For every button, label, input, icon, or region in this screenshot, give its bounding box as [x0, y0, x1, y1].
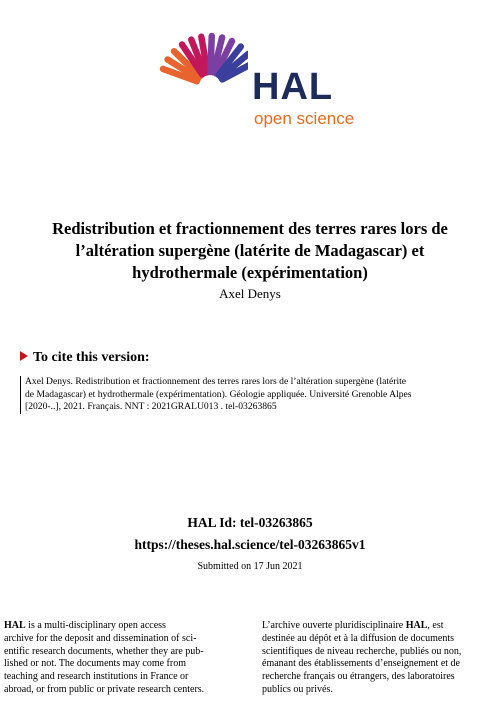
description-line: teaching and research institutions in France or [4, 671, 189, 683]
hal-logo-subtitle: open science [254, 109, 355, 128]
description-line: lished or not. The documents may come from [4, 658, 186, 670]
description-line: destinée au dépôt et à la diffusion de documents [262, 632, 454, 644]
description-line: archive for the deposit and dissemination of sci- [4, 632, 197, 644]
triangle-right-icon [20, 351, 28, 361]
title-line: hydrothermale (expérimentation) [132, 263, 368, 282]
description-line: publics ou privés. [262, 683, 333, 695]
description-line: entific research documents, whether they are pub- [4, 645, 204, 657]
hal-logo-wordmark: HAL [252, 66, 334, 108]
title-line: l’altération supergène (latérite de Madagascar) et [75, 241, 425, 260]
description-line: recherche français ou étrangers, des laboratoires [262, 671, 455, 683]
title-line: Redistribution et fractionnement des terres rares lors de [52, 219, 448, 238]
hal-logo [148, 28, 378, 128]
description-line: abroad, or from public or private research centers. [4, 683, 205, 695]
citation-line: [2020-..], 2021. Français. NNT : 2021GRALU013 . tel-03263865 [25, 401, 277, 412]
citation-text [20, 376, 485, 414]
description-line: émanant des établissements d’enseignement et de [262, 658, 460, 670]
hal-rays-icon [148, 28, 248, 124]
thesis-title [20, 218, 480, 284]
english-description [4, 620, 236, 697]
description-line: L’archive ouverte pluridisciplinaire HAL, est [262, 620, 444, 631]
cite-heading-text: To cite this version: [33, 350, 150, 365]
description-line: HAL is a multi-disciplinary open access [4, 620, 166, 631]
hal-id: HAL Id: tel-03263865 [187, 515, 313, 530]
submission-date: Submitted on 17 Jun 2021 [197, 561, 303, 572]
french-description [262, 620, 494, 697]
citation-line: Axel Denys. Redistribution et fractionnement des terres rares lors de l’altération supergène (latérite [25, 376, 407, 387]
cite-heading [20, 350, 150, 366]
hal-url-link[interactable]: https://theses.hal.science/tel-03263865v1 [134, 537, 366, 552]
description-line: scientifiques de niveau recherche, publiés ou non, [262, 645, 462, 657]
citation-line: de Madagascar) et hydrothermale (expérimentation). Géologie appliquée. Université Grenoble Alpes [25, 388, 412, 400]
author-name: Axel Denys [219, 286, 281, 301]
